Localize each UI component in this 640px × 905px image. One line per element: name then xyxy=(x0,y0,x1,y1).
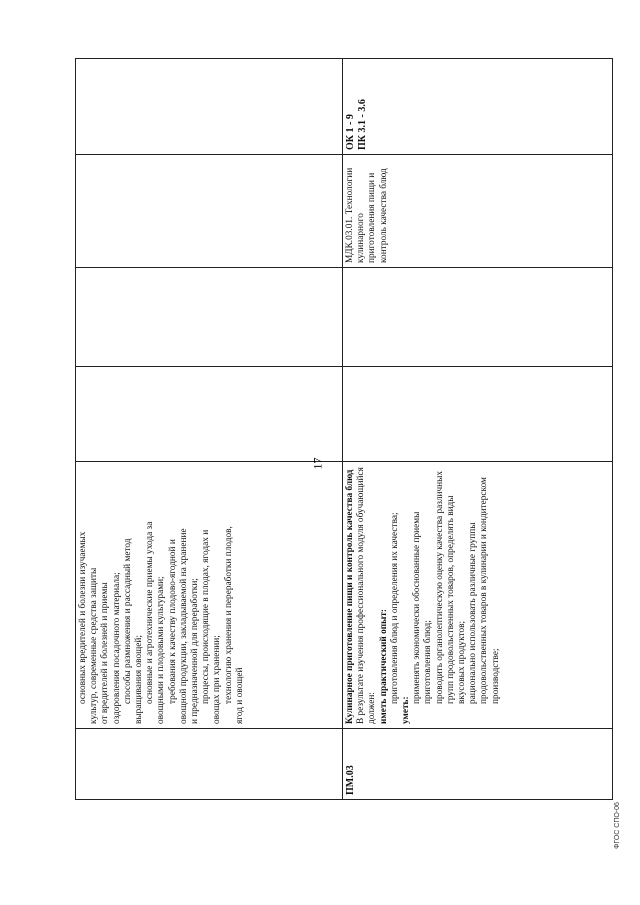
footer-code xyxy=(612,800,626,860)
skills-label: уметь: xyxy=(401,696,412,724)
text-line: овощной продукции, закладываемой на хранение xyxy=(178,528,189,724)
text-line: процессы, происходящие в плодах, ягодах и xyxy=(201,529,212,704)
page-number-text: 17 xyxy=(310,457,325,470)
text-line: выращивания овощей; xyxy=(134,635,145,724)
text-line: основные и агротехнические приемы ухода за xyxy=(145,521,156,704)
text-line: культур, современные средства защиты xyxy=(89,567,100,724)
cell-mdk-empty xyxy=(76,155,343,268)
footer-code-text: ФГОС СПО-06 xyxy=(613,802,621,849)
rotated-table-sheet xyxy=(75,58,501,800)
skill-item: применять экономически обоснованные приемы приготовления блюд; xyxy=(412,511,434,704)
text-line: основных вредителей и болезни изучаемых xyxy=(78,531,88,704)
cell-hours2 xyxy=(343,268,613,367)
text-line: оздоровления посадочного материала; xyxy=(111,572,122,724)
page-number xyxy=(310,452,330,476)
text-line: овощах при хранении; xyxy=(212,635,223,724)
cell-hours-empty xyxy=(76,367,343,462)
module-intro: В результате изучения профессионального модуля обучающийся должен: xyxy=(356,467,378,724)
text-line: способы размножения и рассадный метод xyxy=(122,538,133,704)
text-line: овощными и плодовыми культурами; xyxy=(156,576,167,724)
mdk-name: МДК.03.01. Технологии кулинарного приготовления пищи и контроль качества блюд xyxy=(345,167,389,263)
cell-module-description xyxy=(343,462,613,729)
cell-mdk xyxy=(343,155,613,268)
text-line: технологию хранения и переработки плодов, xyxy=(223,526,234,704)
cell-knowledge-continued xyxy=(76,462,343,729)
module-code: ПМ.03 xyxy=(345,765,356,795)
cell-competency-empty xyxy=(76,59,343,155)
table-row-pm03 xyxy=(343,59,613,800)
competency-ok: ОК 1 - 9 xyxy=(345,114,356,150)
cell-code xyxy=(343,729,613,800)
cell-hours xyxy=(343,367,613,462)
experience-label: иметь практический опыт: xyxy=(378,608,389,724)
text-line: и предназначенной для переработки; xyxy=(190,578,201,724)
skill-item: рационально использовать различные группы продовольственных товаров в кулинарии и кондитерском производстве; xyxy=(468,477,501,704)
competency-pk: ПК 3.1 - 3.6 xyxy=(357,99,368,150)
cell-hours2-empty xyxy=(76,268,343,367)
module-title: Кулинарное приготовление пищи и контроль качества блюд xyxy=(345,469,355,724)
text-line: требования к качеству плодово-ягодной и xyxy=(167,539,178,704)
cell-competencies xyxy=(343,59,613,155)
table-grid xyxy=(75,58,613,800)
experience-text: приготовления блюд и определения их качества; xyxy=(389,512,400,704)
table-row-previous xyxy=(76,59,343,800)
text-line: ягод и овощей xyxy=(234,667,245,724)
curriculum-table xyxy=(75,58,501,800)
cell-code-empty xyxy=(76,729,343,800)
skill-item: проводить органолептическую оценку качества различных групп продовольственных товаров, определять виды вкусовых продуктов; xyxy=(434,470,468,704)
text-line: от вредителей и болезней и приемы xyxy=(100,582,111,724)
